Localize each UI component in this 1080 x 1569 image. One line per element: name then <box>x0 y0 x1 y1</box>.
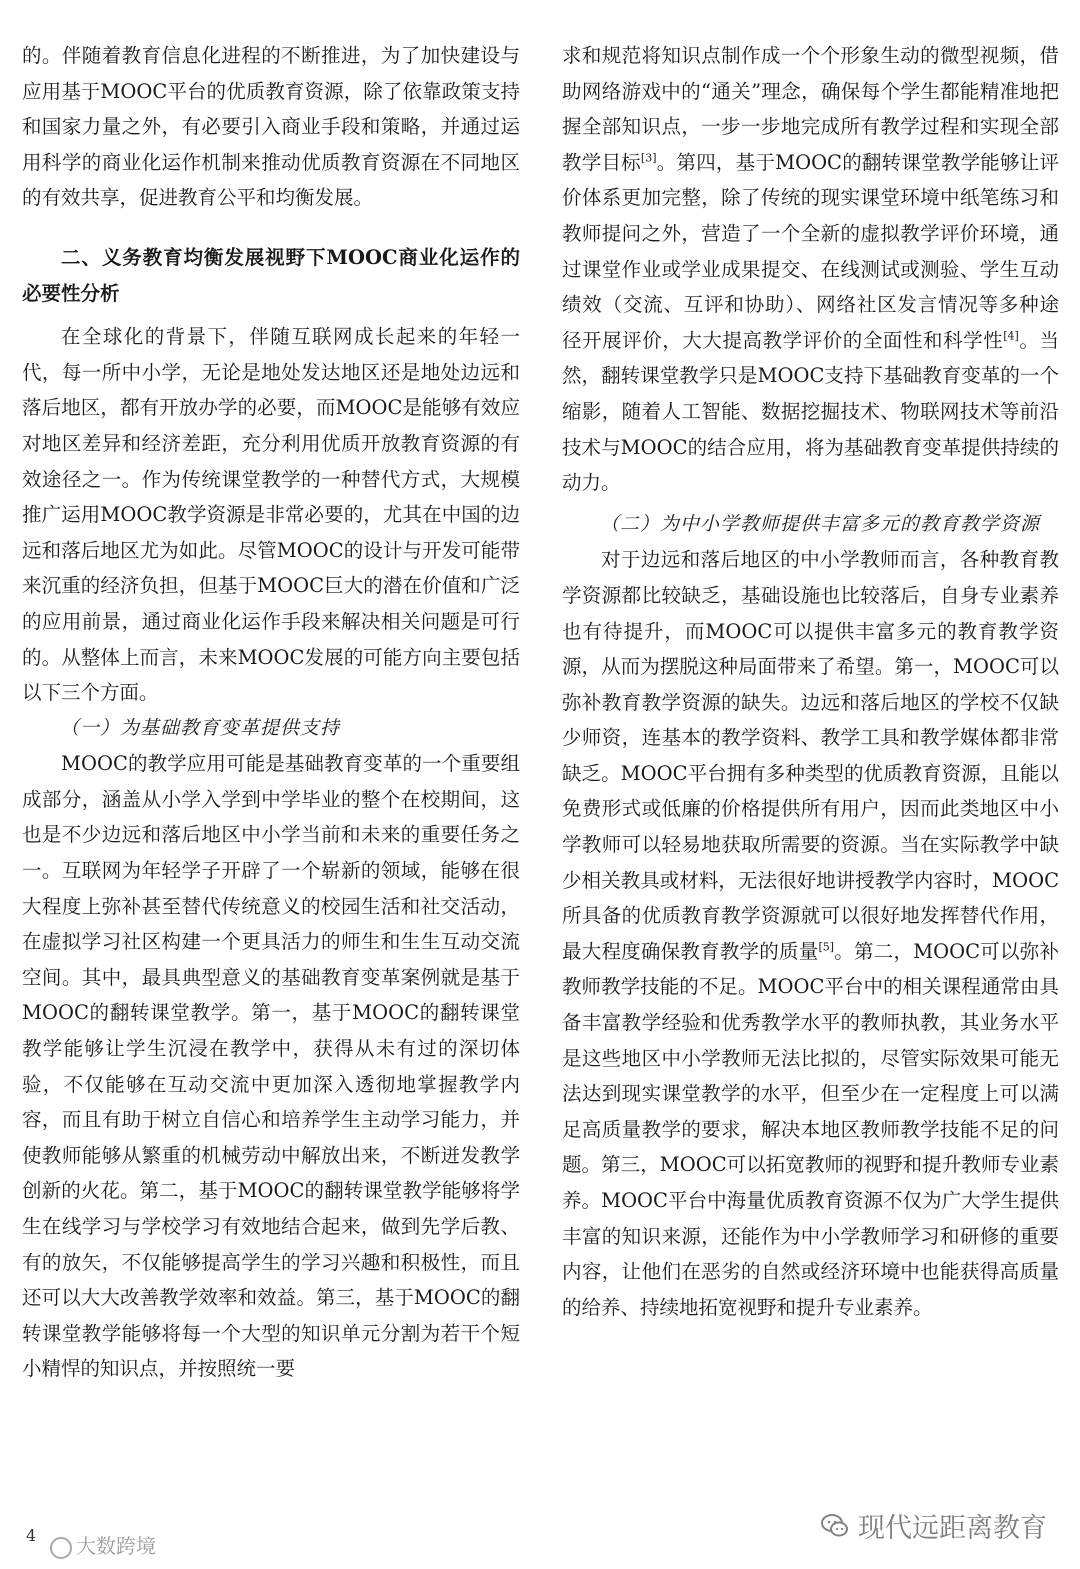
paragraph-text: 。第二，MOOC可以弥补教师教学技能的不足。MOOC平台中的相关课程通常由具备丰富教学经验和优秀教学水平的教师执教，其业务水平是这些地区中小学教师无法比拟的，尽管实际效果可能无法达到现实课堂教学的水平，但至少在一定程度上可以满足高质量教学的要求，解决本地区教师教学技能不足的问题。第三，MOOC可以拓宽教师的视野和提升教师专业素养。MOOC平台中海量优质教育资源不仅为广大学生提供丰富的知识来源，还能作为中小学教师学习和研修的重要内容，让他们在恶劣的自然或经济环境中也能获得高质量的给养、持续地拓宽视野和提升专业素养。 <box>562 939 1059 1319</box>
paragraph <box>562 38 1059 501</box>
citation-ref: [3] <box>640 151 657 165</box>
paragraph-text: 。当然，翻转课堂教学只是MOOC支持下基础教育变革的一个缩影，随着人工智能、数据挖掘技术、物联网技术等前沿技术与MOOC的结合应用，将为基础教育变革提供持续的动力。 <box>562 328 1059 495</box>
page-number: 4 <box>26 1526 37 1545</box>
subsection-heading: （一）为基础教育变革提供支持 <box>60 716 341 739</box>
paragraph: 在全球化的背景下，伴随互联网成长起来的年轻一代，每一所中小学，无论是地处发达地区还是地处边远和落后地区，都有开放办学的必要，而MOOC是能够有效应对地区差异和经济差距，充分利用优质开放教育资源的有效途径之一。作为传统课堂教学的一种替代方式，大规模推广运用MOOC教学资源是非常必要的，尤其在中国的边远和落后地区尤为如此。尽管MOOC的设计与开发可能带来沉重的经济负担，但基于MOOC巨大的潜在价值和广泛的应用前景，通过商业化运作手段来解决相关问题是可行的。从整体上而言，未来MOOC发展的可能方向主要包括以下三个方面。 <box>22 325 520 705</box>
paragraph-text: 。第四，基于MOOC的翻转课堂教学能够让评价体系更加完整，除了传统的现实课堂环境中纸笔练习和教师提问之外，营造了一个全新的虚拟教学评价环境，通过课堂作业或学业成果提交、在线测试或测验、学生互动绩效（交流、互评和协助）、网络社区发言情况等多种途径开展评价，大大提高教学评价的全面性和科学性 <box>562 150 1059 352</box>
wechat-icon <box>820 1511 850 1541</box>
watermark-right-text: 现代远距离教育 <box>858 1513 1047 1544</box>
citation-ref: [4] <box>1003 329 1019 343</box>
watermark-left <box>50 1530 156 1559</box>
subsection-heading: （二）为中小学教师提供丰富多元的教育教学资源 <box>600 512 1041 535</box>
watermark-right <box>820 1506 1047 1545</box>
paragraph: 的。伴随着教育信息化进程的不断推进，为了加快建设与应用基于MOOC平台的优质教育资源，除了依靠政策支持和国家力量之外，有必要引入商业手段和策略，并通过运用科学的商业化运作机制来推动优质教育资源在不同地区的有效共享，促进教育公平和均衡发展。 <box>22 44 520 210</box>
left-column <box>22 38 520 1387</box>
paragraph-text: 对于边远和落后地区的中小学教师而言，各种教育教学资源都比较缺乏，基础设施也比较落后，自身专业素养也有待提升，而MOOC可以提供丰富多元的教育教学资源，从而为摆脱这种局面带来了希望。第一，MOOC可以弥补教育教学资源的缺失。边远和落后地区的学校不仅缺少师资，连基本的教学资料、教学工具和教学媒体都非常缺乏。MOOC平台拥有多种类型的优质教育资源，且能以免费形式或低廉的价格提供所有用户，因而此类地区中小学教师可以轻易地获取所需要的资源。当在实际教学中缺少相关教具或材料，无法很好地讲授教学内容时，MOOC所具备的优质教育教学资源就可以很好地发挥替代作用，最大程度确保教育教学的质量 <box>562 548 1059 963</box>
citation-ref: [5] <box>818 940 835 954</box>
paragraph-text: 求和规范将知识点制作成一个个形象生动的微型视频，借助网络游戏中的“通关”理念，确保每个学生都能精准地把握全部知识点，一步一步地完成所有教学过程和实现全部教学目标 <box>562 44 1059 174</box>
right-column <box>562 38 1059 1325</box>
paragraph: MOOC的教学应用可能是基础教育变革的一个重要组成部分，涵盖从小学入学到中学毕业的整个在校期间，这也是不少边远和落后地区中小学当前和未来的重要任务之一。互联网为年轻学子开辟了一个崭新的领域，能够在很大程度上弥补甚至替代传统意义的校园生活和社交活动，在虚拟学习社区构建一个更具活力的师生和生生互动交流空间。其中，最具典型意义的基础教育变革案例就是基于MOOC的翻转课堂教学。第一，基于MOOC的翻转课堂教学能够让学生沉浸在教学中，获得从未有过的深切体验，不仅能够在互动交流中更加深入透彻地掌握教学内容，而且有助于树立自信心和培养学生主动学习能力，并使教师能够从繁重的机械劳动中解放出来，不断迸发教学创新的火花。第二，基于MOOC的翻转课堂教学能够将学生在线学习与学校学习有效地结合起来，做到先学后教、有的放矢，不仅能够提高学生的学习兴趣和积极性，而且还可以大大改善教学效率和效益。第三，基于MOOC的翻转课堂教学能够将每一个大型的知识单元分割为若干个短小精悍的知识点，并按照统一要 <box>22 752 520 1381</box>
section-heading: 二、义务教育均衡发展视野下MOOC商业化运作的必要性分析 <box>22 245 520 305</box>
paragraph <box>562 542 1059 1325</box>
watermark-left-text: 大数跨境 <box>76 1534 156 1558</box>
watermark-logo-icon <box>50 1537 72 1559</box>
